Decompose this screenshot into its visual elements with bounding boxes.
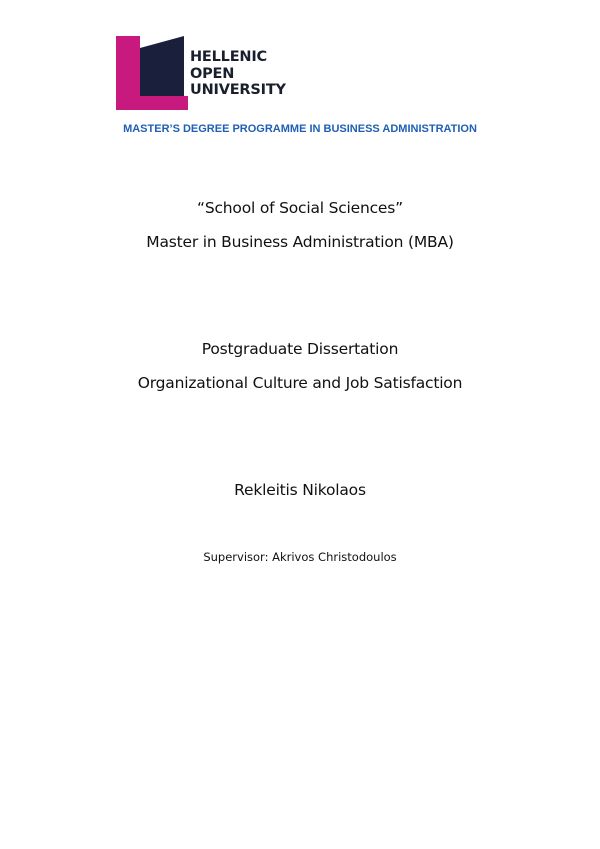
programme-heading: MASTER’S DEGREE PROGRAMME IN BUSINESS ADMINISTRATION bbox=[123, 123, 477, 135]
university-logo bbox=[116, 36, 296, 110]
logo-wordmark bbox=[190, 49, 286, 99]
logo-line-3: UNIVERSITY bbox=[190, 82, 286, 98]
dissertation-type: Postgraduate Dissertation bbox=[201, 340, 399, 358]
dissertation-title: Organizational Culture and Job Satisfaction bbox=[137, 374, 463, 392]
logo-line-2: OPEN bbox=[190, 65, 235, 82]
school-name: “School of Social Sciences” bbox=[197, 199, 403, 217]
hellenic-open-university-logo-icon bbox=[116, 36, 188, 110]
author-name: Rekleitis Nikolaos bbox=[234, 481, 366, 499]
degree-name: Master in Business Administration (MBA) bbox=[146, 233, 454, 251]
logo-line-1: HELLENIC bbox=[190, 49, 267, 65]
supervisor-line: Supervisor: Akrivos Christodoulos bbox=[203, 550, 397, 564]
